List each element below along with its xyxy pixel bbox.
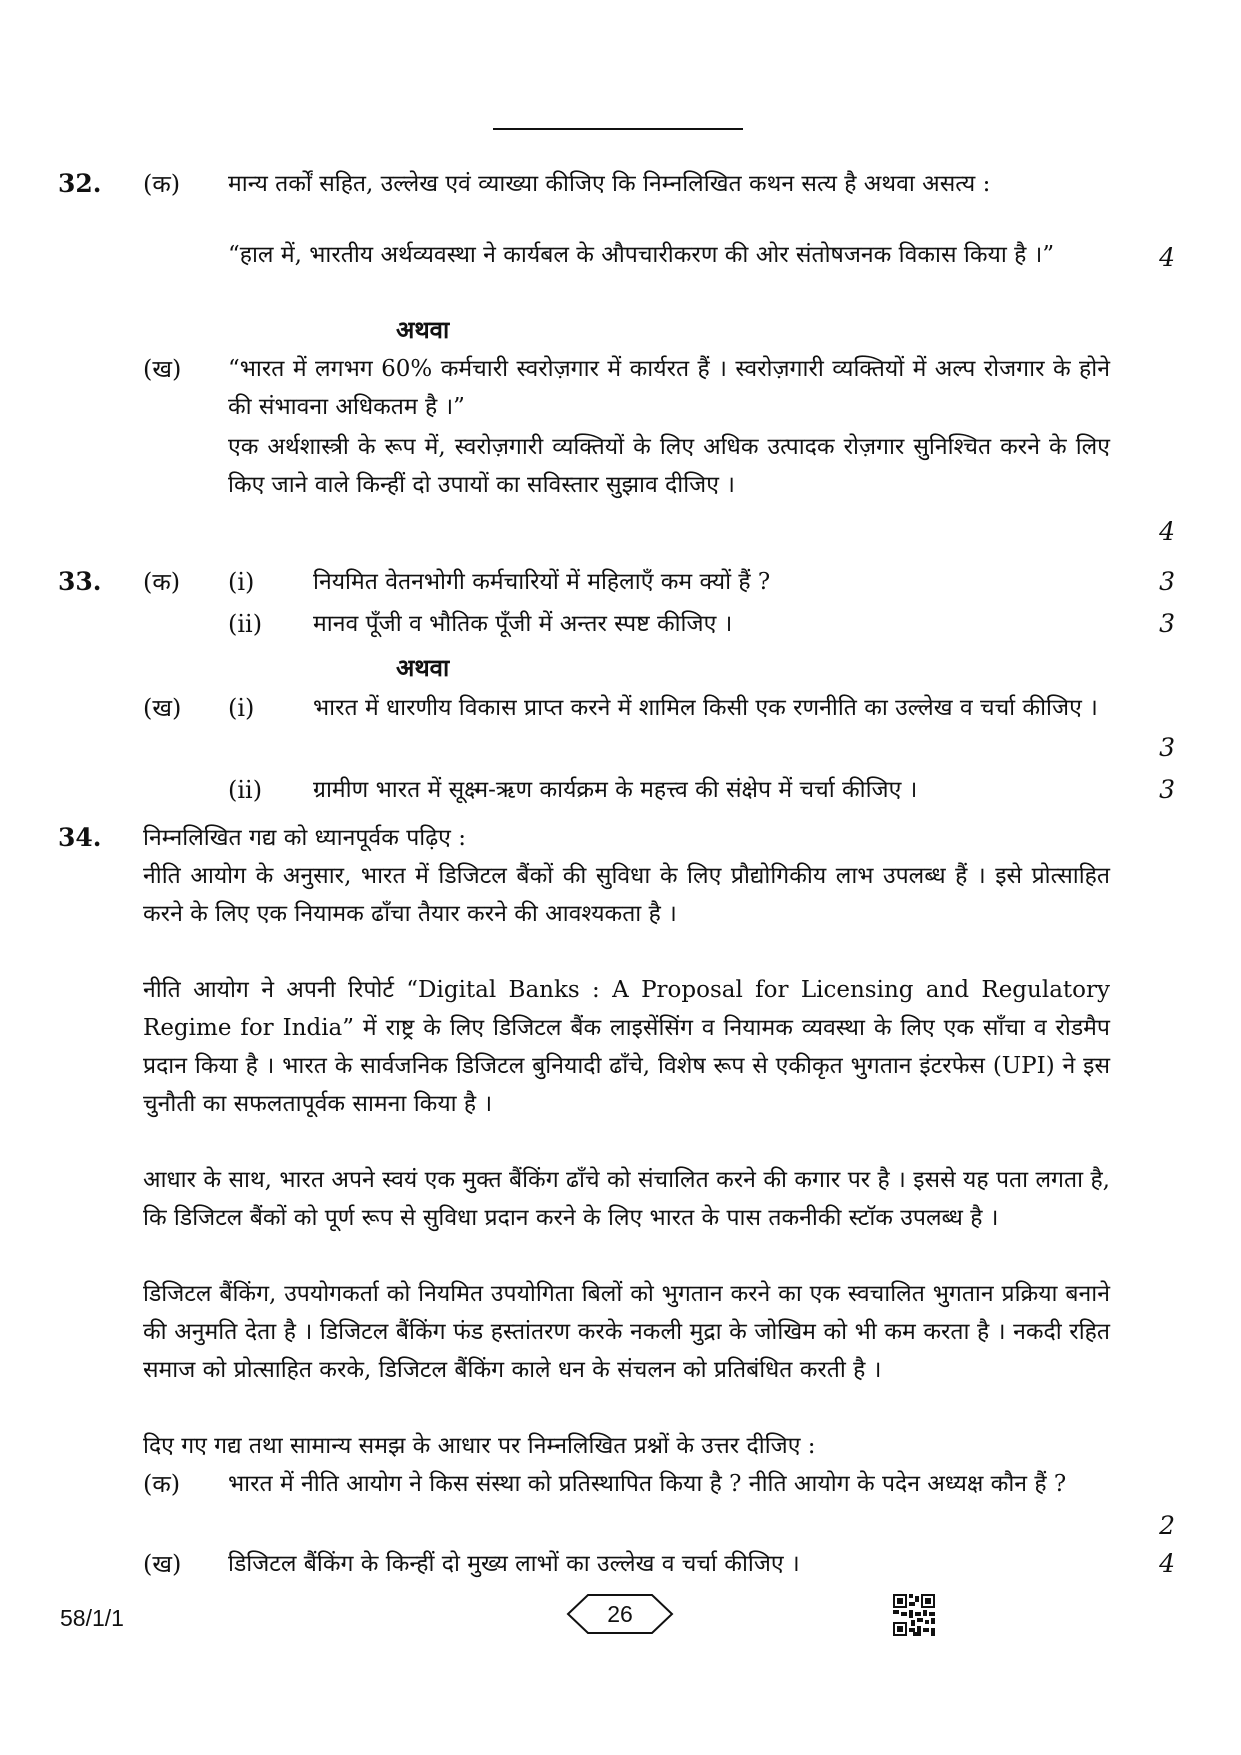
qr-code-icon [893,1594,935,1636]
athva-divider: अथवा [396,315,450,344]
roman-label-i: (i) [228,568,255,596]
roman-label-i: (i) [228,694,255,722]
marks: 3 [1159,567,1175,596]
roman-label-ii: (ii) [228,776,263,804]
q32-ka-text: मान्य तर्कों सहित, उल्लेख एवं व्याख्या कीजिए कि निम्नलिखित कथन सत्य है अथवा असत्य : [228,171,991,197]
q34-kha-text: डिजिटल बैंकिंग के किन्हीं दो मुख्य लाभों का उल्लेख व चर्चा कीजिए । [228,1551,800,1577]
sub-label-ka: (क) [143,1470,181,1498]
passage-paragraph-2: नीति आयोग ने अपनी रिपोर्ट “Digital Banks : A Proposal for Licensing and Regulatory Regime for India” में राष्ट्र के लिए डिजिटल बैंक लाइसेंसिंग व नियामक व्यवस्था के लिए एक साँचा व रोडमैप प्रदान किया है । भारत के सार्वजनिक डिजिटल बुनियादी ढाँचे, विशेष रूप से एकीकृत भुगतान इंटरफेस (UPI) ने इस चुनौती का सफलतापूर्वक सामना किया है । [143,977,1110,1117]
q33-kha-ii-text: ग्रामीण भारत में सूक्ष्म-ऋण कार्यक्रम के महत्त्व की संक्षेप में चर्चा कीजिए । [313,777,918,803]
q33-ka-ii-text: मानव पूँजी व भौतिक पूँजी में अन्तर स्पष्ट कीजिए । [313,611,733,637]
q32-kha-quote: “भारत में लगभग 60% कर्मचारी स्वरोज़गार में कार्यरत हैं । स्वरोज़गारी व्यक्तियों में अल्प रोजगार के होने की संभावना अधिकतम है ।” [228,356,1110,420]
marks: 4 [1159,243,1175,272]
marks: 3 [1159,733,1175,762]
q32-ka-quote: “हाल में, भारतीय अर्थव्यवस्था ने कार्यबल के औपचारीकरण की ओर संतोषजनक विकास किया है ।” [228,242,1055,268]
q33-ka-i-text: नियमित वेतनभोगी कर्मचारियों में महिलाएँ कम क्यों हैं ? [313,569,771,595]
sub-label-ka: (क) [143,568,181,596]
page-number: 26 [607,1601,633,1627]
sub-label-kha: (ख) [143,1550,182,1578]
question-number: 34. [58,823,102,852]
top-divider [493,128,743,130]
passage-paragraph-4: डिजिटल बैंकिंग, उपयोगकर्ता को नियमित उपयोगिता बिलों को भुगतान करने का एक स्वचालित भुगतान प्रक्रिया बनाने की अनुमति देता है । डिजिटल बैंकिंग फंड हस्तांतरण करके नकली मुद्रा के जोखिम को भी कम करता है । नकदी रहित समाज को प्रोत्साहित करके, डिजिटल बैंकिंग काले धन के संचलन को प्रतिबंधित करती है । [143,1281,1110,1383]
question-number: 32. [58,169,102,198]
passage-paragraph-1: नीति आयोग के अनुसार, भारत में डिजिटल बैंकों की सुविधा के लिए प्रौद्योगिकीय लाभ उपलब्ध हैं । इसे प्रोत्साहित करने के लिए एक नियामक ढाँचा तैयार करने की आवश्यकता है । [143,863,1110,927]
roman-label-ii: (ii) [228,610,263,638]
q33-kha-i-text: भारत में धारणीय विकास प्राप्त करने में शामिल किसी एक रणनीति का उल्लेख व चर्चा कीजिए । [313,695,1098,721]
sub-label-kha: (ख) [143,694,182,722]
q32-kha-text: एक अर्थशास्त्री के रूप में, स्वरोज़गारी व्यक्तियों के लिए अधिक उत्पादक रोज़गार सुनिश्चित करने के लिए किए जाने वाले किन्हीं दो उपायों का सविस्तार सुझाव दीजिए । [228,434,1110,498]
question-number: 33. [58,567,102,596]
marks: 4 [1159,517,1175,546]
q34-intro: निम्नलिखित गद्य को ध्यानपूर्वक पढ़िए : [143,825,466,851]
sub-label-ka: (क) [143,170,181,198]
athva-divider: अथवा [396,653,450,682]
marks: 3 [1159,775,1175,804]
paper-code: 58/1/1 [60,1605,124,1631]
passage-paragraph-3: आधार के साथ, भारत अपने स्वयं एक मुक्त बैंकिंग ढाँचे को संचालित करने की कगार पर है । इससे यह पता लगता है, कि डिजिटल बैंकों को पूर्ण रूप से सुविधा प्रदान करने के लिए भारत के पास तकनीकी स्टॉक उपलब्ध है । [143,1167,1110,1231]
sub-label-kha: (ख) [143,355,182,383]
q34-ka-text: भारत में नीति आयोग ने किस संस्था को प्रतिस्थापित किया है ? नीति आयोग के पदेन अध्यक्ष कौन हैं ? [228,1471,1067,1497]
marks: 4 [1159,1549,1175,1578]
marks: 2 [1159,1511,1175,1540]
marks: 3 [1159,609,1175,638]
q34-instruction: दिए गए गद्य तथा सामान्य समझ के आधार पर निम्नलिखित प्रश्नों के उत्तर दीजिए : [143,1433,816,1459]
